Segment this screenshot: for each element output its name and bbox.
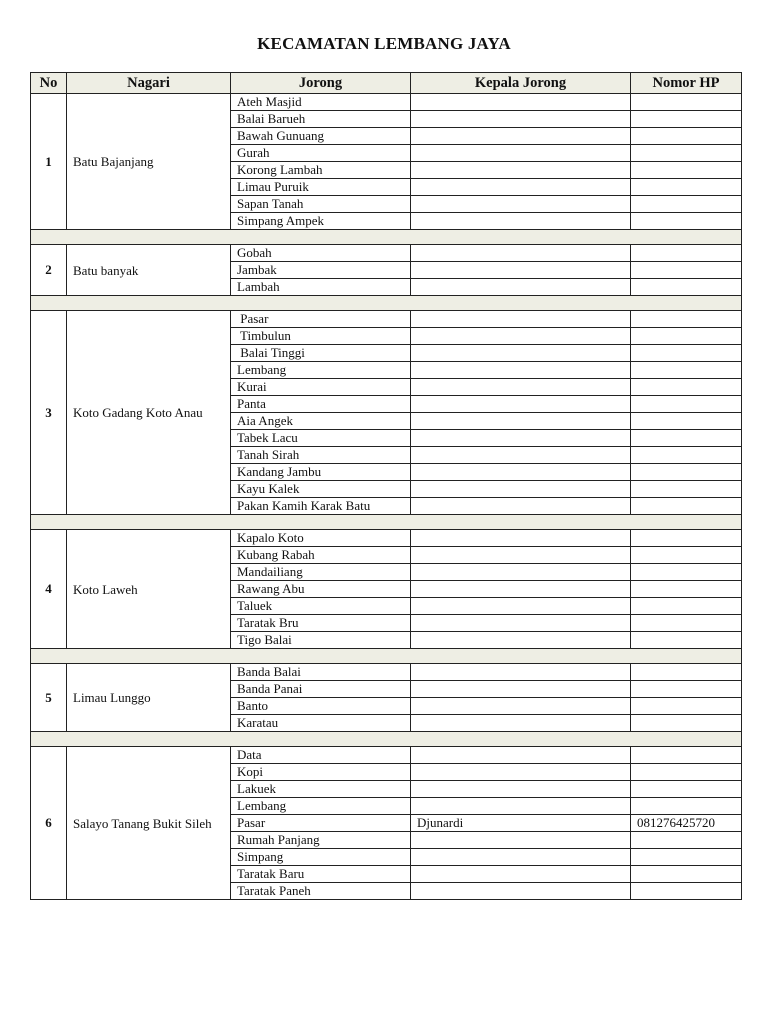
- jorong-name: Tanah Sirah: [231, 447, 411, 464]
- nomor-hp-cell: 081276425720: [631, 815, 742, 832]
- kepala-jorong-cell: [411, 396, 631, 413]
- jorong-name: Panta: [231, 396, 411, 413]
- nomor-hp-cell: [631, 530, 742, 547]
- jorong-name: Kapalo Koto: [231, 530, 411, 547]
- jorong-name: Bawah Gunuang: [231, 128, 411, 145]
- kepala-jorong-cell: [411, 632, 631, 649]
- group-separator-row: [31, 649, 742, 664]
- nomor-hp-cell: [631, 279, 742, 296]
- jorong-name: Timbulun: [231, 328, 411, 345]
- jorong-name: Lakuek: [231, 781, 411, 798]
- separator-cell: [31, 230, 742, 245]
- nomor-hp-cell: [631, 747, 742, 764]
- jorong-name: Gobah: [231, 245, 411, 262]
- nomor-hp-cell: [631, 866, 742, 883]
- kepala-jorong-cell: [411, 798, 631, 815]
- kepala-jorong-cell: Djunardi: [411, 815, 631, 832]
- header-no: No: [31, 73, 67, 94]
- kepala-jorong-cell: [411, 413, 631, 430]
- jorong-name: Balai Tinggi: [231, 345, 411, 362]
- kepala-jorong-cell: [411, 615, 631, 632]
- header-jorong: Jorong: [231, 73, 411, 94]
- kepala-jorong-cell: [411, 530, 631, 547]
- jorong-name: Simpang Ampek: [231, 213, 411, 230]
- kepala-jorong-cell: [411, 162, 631, 179]
- group-number: 2: [31, 245, 67, 296]
- nomor-hp-cell: [631, 262, 742, 279]
- kepala-jorong-cell: [411, 447, 631, 464]
- nomor-hp-cell: [631, 145, 742, 162]
- nomor-hp-cell: [631, 311, 742, 328]
- separator-cell: [31, 732, 742, 747]
- kepala-jorong-cell: [411, 362, 631, 379]
- nomor-hp-cell: [631, 715, 742, 732]
- jorong-name: Banda Panai: [231, 681, 411, 698]
- kepala-jorong-cell: [411, 213, 631, 230]
- kepala-jorong-cell: [411, 111, 631, 128]
- nomor-hp-cell: [631, 764, 742, 781]
- nomor-hp-cell: [631, 849, 742, 866]
- jorong-name: Data: [231, 747, 411, 764]
- jorong-table: [30, 72, 742, 900]
- nomor-hp-cell: [631, 615, 742, 632]
- nomor-hp-cell: [631, 430, 742, 447]
- jorong-name: Tabek Lacu: [231, 430, 411, 447]
- nomor-hp-cell: [631, 345, 742, 362]
- kepala-jorong-cell: [411, 681, 631, 698]
- kepala-jorong-cell: [411, 311, 631, 328]
- kepala-jorong-cell: [411, 698, 631, 715]
- kepala-jorong-cell: [411, 179, 631, 196]
- nomor-hp-cell: [631, 464, 742, 481]
- nomor-hp-cell: [631, 179, 742, 196]
- jorong-name: Balai Barueh: [231, 111, 411, 128]
- separator-cell: [31, 296, 742, 311]
- kepala-jorong-cell: [411, 430, 631, 447]
- kepala-jorong-cell: [411, 849, 631, 866]
- nomor-hp-cell: [631, 362, 742, 379]
- jorong-name: Rawang Abu: [231, 581, 411, 598]
- nomor-hp-cell: [631, 883, 742, 900]
- nagari-name: Koto Gadang Koto Anau: [67, 311, 231, 515]
- table-row: [31, 530, 742, 547]
- jorong-name: Taratak Paneh: [231, 883, 411, 900]
- kepala-jorong-cell: [411, 598, 631, 615]
- jorong-name: Rumah Panjang: [231, 832, 411, 849]
- nagari-name: Batu banyak: [67, 245, 231, 296]
- nomor-hp-cell: [631, 396, 742, 413]
- nagari-name: Limau Lunggo: [67, 664, 231, 732]
- nomor-hp-cell: [631, 564, 742, 581]
- nomor-hp-cell: [631, 111, 742, 128]
- kepala-jorong-cell: [411, 328, 631, 345]
- nagari-name: Salayo Tanang Bukit Sileh: [67, 747, 231, 900]
- separator-cell: [31, 515, 742, 530]
- kepala-jorong-cell: [411, 715, 631, 732]
- kepala-jorong-cell: [411, 245, 631, 262]
- table-row: [31, 311, 742, 328]
- nomor-hp-cell: [631, 162, 742, 179]
- kepala-jorong-cell: [411, 481, 631, 498]
- nomor-hp-cell: [631, 413, 742, 430]
- nomor-hp-cell: [631, 447, 742, 464]
- jorong-name: Mandailiang: [231, 564, 411, 581]
- kepala-jorong-cell: [411, 564, 631, 581]
- table-row: [31, 664, 742, 681]
- header-nomor-hp: Nomor HP: [631, 73, 742, 94]
- nomor-hp-cell: [631, 681, 742, 698]
- kepala-jorong-cell: [411, 498, 631, 515]
- kepala-jorong-cell: [411, 781, 631, 798]
- group-number: 4: [31, 530, 67, 649]
- jorong-name: Kurai: [231, 379, 411, 396]
- jorong-name: Pasar: [231, 815, 411, 832]
- separator-cell: [31, 649, 742, 664]
- kepala-jorong-cell: [411, 379, 631, 396]
- jorong-name: Limau Puruik: [231, 179, 411, 196]
- jorong-name: Pasar: [231, 311, 411, 328]
- nomor-hp-cell: [631, 698, 742, 715]
- jorong-name: Banto: [231, 698, 411, 715]
- kepala-jorong-cell: [411, 196, 631, 213]
- jorong-name: Korong Lambah: [231, 162, 411, 179]
- jorong-name: Sapan Tanah: [231, 196, 411, 213]
- nomor-hp-cell: [631, 664, 742, 681]
- jorong-name: Kandang Jambu: [231, 464, 411, 481]
- kepala-jorong-cell: [411, 345, 631, 362]
- jorong-name: Aia Angek: [231, 413, 411, 430]
- group-number: 1: [31, 94, 67, 230]
- kepala-jorong-cell: [411, 883, 631, 900]
- table-row: [31, 94, 742, 111]
- kepala-jorong-cell: [411, 145, 631, 162]
- nomor-hp-cell: [631, 128, 742, 145]
- jorong-name: Banda Balai: [231, 664, 411, 681]
- jorong-name: Pakan Kamih Karak Batu: [231, 498, 411, 515]
- nomor-hp-cell: [631, 598, 742, 615]
- nomor-hp-cell: [631, 328, 742, 345]
- table-header-row: [31, 73, 742, 94]
- jorong-name: Ateh Masjid: [231, 94, 411, 111]
- nomor-hp-cell: [631, 798, 742, 815]
- jorong-name: Kayu Kalek: [231, 481, 411, 498]
- nomor-hp-cell: [631, 245, 742, 262]
- nomor-hp-cell: [631, 481, 742, 498]
- nomor-hp-cell: [631, 832, 742, 849]
- nomor-hp-cell: [631, 213, 742, 230]
- jorong-name: Simpang: [231, 849, 411, 866]
- kepala-jorong-cell: [411, 279, 631, 296]
- jorong-name: Kubang Rabah: [231, 547, 411, 564]
- kepala-jorong-cell: [411, 128, 631, 145]
- group-number: 5: [31, 664, 67, 732]
- nomor-hp-cell: [631, 94, 742, 111]
- group-separator-row: [31, 296, 742, 311]
- jorong-name: Karatau: [231, 715, 411, 732]
- header-nagari: Nagari: [67, 73, 231, 94]
- nagari-name: Batu Bajanjang: [67, 94, 231, 230]
- group-number: 6: [31, 747, 67, 900]
- kepala-jorong-cell: [411, 866, 631, 883]
- table-row: [31, 747, 742, 764]
- jorong-name: Jambak: [231, 262, 411, 279]
- group-separator-row: [31, 230, 742, 245]
- kepala-jorong-cell: [411, 764, 631, 781]
- nomor-hp-cell: [631, 379, 742, 396]
- kepala-jorong-cell: [411, 581, 631, 598]
- jorong-name: Gurah: [231, 145, 411, 162]
- jorong-name: Taratak Bru: [231, 615, 411, 632]
- kepala-jorong-cell: [411, 664, 631, 681]
- jorong-name: Lembang: [231, 362, 411, 379]
- kepala-jorong-cell: [411, 832, 631, 849]
- nagari-name: Koto Laweh: [67, 530, 231, 649]
- jorong-name: Kopi: [231, 764, 411, 781]
- kepala-jorong-cell: [411, 547, 631, 564]
- nomor-hp-cell: [631, 781, 742, 798]
- jorong-name: Tigo Balai: [231, 632, 411, 649]
- nomor-hp-cell: [631, 632, 742, 649]
- group-number: 3: [31, 311, 67, 515]
- kepala-jorong-cell: [411, 747, 631, 764]
- jorong-name: Taratak Baru: [231, 866, 411, 883]
- nomor-hp-cell: [631, 498, 742, 515]
- nomor-hp-cell: [631, 196, 742, 213]
- jorong-name: Lembang: [231, 798, 411, 815]
- table-row: [31, 245, 742, 262]
- jorong-name: Lambah: [231, 279, 411, 296]
- page-title: KECAMATAN LEMBANG JAYA: [257, 34, 511, 53]
- nomor-hp-cell: [631, 581, 742, 598]
- jorong-name: Taluek: [231, 598, 411, 615]
- kepala-jorong-cell: [411, 262, 631, 279]
- kepala-jorong-cell: [411, 464, 631, 481]
- header-kepala-jorong: Kepala Jorong: [411, 73, 631, 94]
- group-separator-row: [31, 732, 742, 747]
- nomor-hp-cell: [631, 547, 742, 564]
- kepala-jorong-cell: [411, 94, 631, 111]
- table-body: [31, 94, 742, 900]
- group-separator-row: [31, 515, 742, 530]
